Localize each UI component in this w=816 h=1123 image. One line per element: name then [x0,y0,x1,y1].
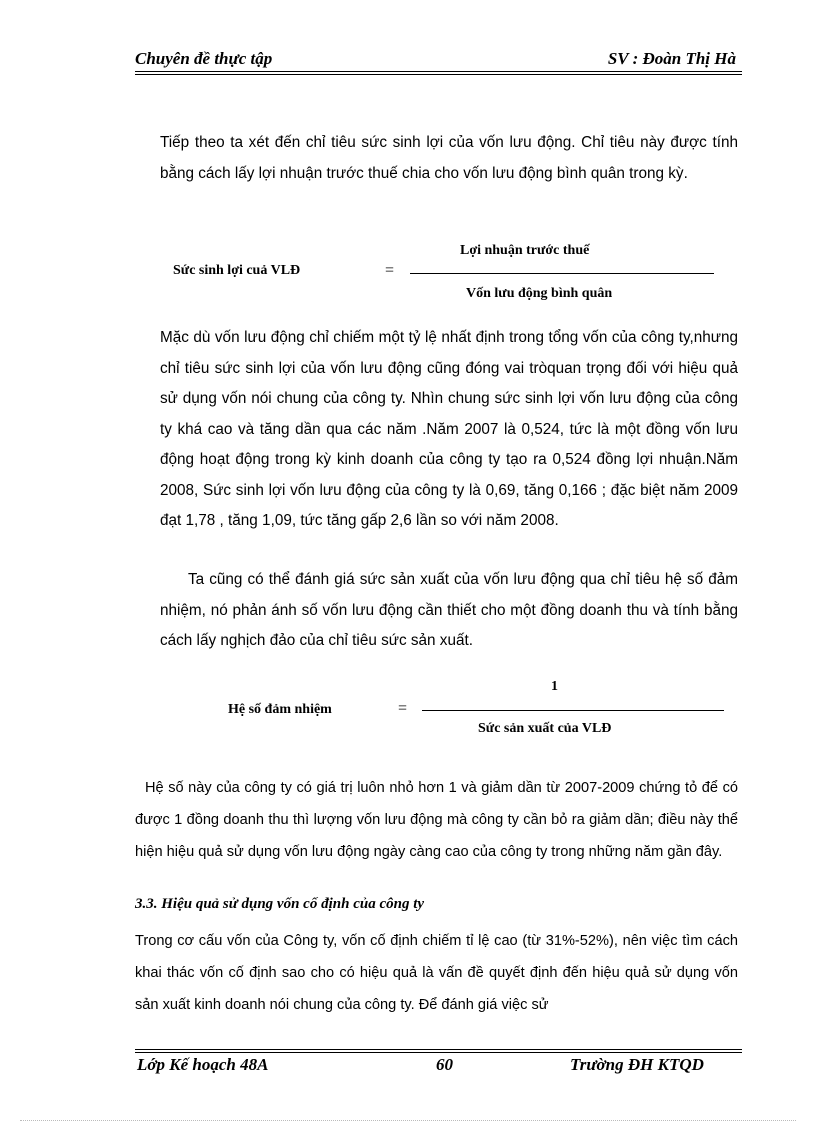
page-bottom-border [20,1120,796,1121]
footer-rule-thin [135,1049,742,1050]
paragraph-intro: Tiếp theo ta xét đến chỉ tiêu sức sinh lợi của vốn lưu động. Chỉ tiêu này được tính bằng cách lấy lợi nhuận trước thuế chia cho vốn lưu động bình quân trong kỳ. [160,134,738,182]
formula1-label: Sức sinh lợi cuả VLĐ [173,263,301,278]
paragraph-profitability: Mặc dù vốn lưu động chỉ chiếm một tỷ lệ nhất định trong tổng vốn của công ty,nhưng chỉ tiêu sức sinh lợi của vốn lưu động cũng đóng vai tròquan trọng đối với hiệu quả sử dụng vốn nói chung của công ty. Nhìn chung sức sinh lợi vốn lưu động của công ty khá cao và tăng dần qua các năm .Năm 2007 là 0,524, tức là một đồng vốn lưu động hoạt động trong kỳ kinh doanh của công ty tạo ra 0,524 đồng lợi nhuận.Năm 2008, Sức sinh lợi vốn lưu động của công ty là 0,69, tăng 0,166 ; đặc biệt năm 2009 đạt 1,78 , tăng 1,09, tức tăng gấp 2,6 lần so với năm 2008. [160,329,738,529]
header-rule-thin [135,74,742,75]
section-heading: 3.3. Hiệu quả sử dụng vốn cố định của công ty [135,896,425,912]
footer-university: Trường ĐH KTQD [570,1055,704,1074]
formula1-fraction-bar [410,273,714,274]
formula2-label: Hệ số đảm nhiệm [228,702,332,717]
formula1-numerator: Lợi nhuận trước thuế [460,243,590,258]
paragraph-responsibility-ratio: Ta cũng có thể đánh giá sức sản xuất của vốn lưu động qua chỉ tiêu hệ số đảm nhiệm, nó phản ánh số vốn lưu động cần thiết cho một đồng doanh thu và tính bằng cách lấy nghịch đảo của chỉ tiêu sức sản xuất. [160,571,738,649]
header-rule [135,71,742,72]
header-left-title: Chuyên đề thực tập [135,49,273,68]
paragraph-fixed-capital: Trong cơ cấu vốn của Công ty, vốn cố định chiếm tỉ lệ cao (từ 31%-52%), nên việc tìm cách khai thác vốn cố định sao cho có hiệu quả là vấn đề quyết định đến hiệu quả sử dụng vốn sản xuất kinh doanh nói chung của công ty. Để đánh giá việc sử [135,933,738,1013]
formula1-denominator: Vốn lưu động bình quân [466,286,613,301]
paragraph-ratio-analysis: Hệ số này của công ty có giá trị luôn nhỏ hơn 1 và giảm dần từ 2007-2009 chứng tỏ để có được 1 đồng doanh thu thì lượng vốn lưu động mà công ty cần bỏ ra giảm dần; điều này thể hiện hiệu quả sử dụng vốn lưu động ngày càng cao của công ty trong những năm gần đây. [135,780,738,860]
formula1-equals: = [385,262,395,279]
formula2-numerator: 1 [551,679,558,694]
formula2-denominator: Sức sản xuất của VLĐ [478,721,612,736]
page-number: 60 [436,1055,453,1074]
footer-rule [135,1052,742,1053]
formula2-equals: = [398,700,408,717]
header-right-author: SV : Đoàn Thị Hà [607,49,736,68]
footer-class: Lớp Kế hoạch 48A [137,1055,269,1074]
formula2-fraction-bar [422,710,724,711]
